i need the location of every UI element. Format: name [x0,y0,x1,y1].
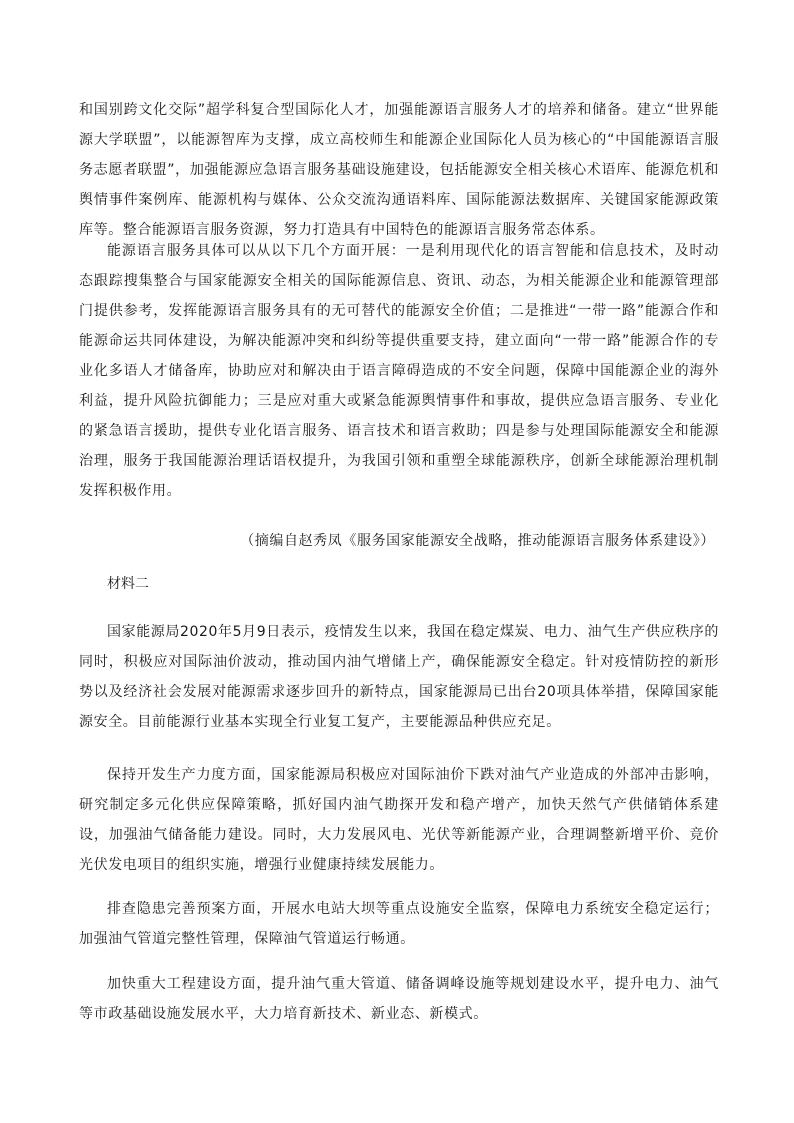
material-one-paragraph-1: 和国别跨文化交际”超学科复合型国际化人才，加强能源语言服务人才的培养和储备。建立“世界能源大学联盟”，以能源智库为支撑，成立高校师生和能源企业国际化人员为核心的“中国能源语言服务志愿者联盟”，加强能源应急语言服务基础设施建设，包括能源安全相关核心术语库、能源危机和舆情事件案例库、能源机构与媒体、公众交流沟通语料库、国际能源法数据库、关键国家能源政策库等。整合能源语言服务资源，努力打造具有中国特色的能源语言服务常态体系。 [79,102,719,238]
source-citation: （摘编自赵秀凤《服务国家能源安全战略，推动能源语言服务体系建设》） [240,533,715,549]
material-two-paragraph-4: 加快重大工程建设方面，提升油气重大管道、储备调峰设施等规划建设水平，提升电力、油气等市政基础设施发展水平，大力培育新技术、新业态、新模式。 [79,976,719,1022]
material-two-paragraph-1: 国家能源局2020年5月9日表示，疫情发生以来，我国在稳定煤炭、电力、油气生产供应秩序的同时，积极应对国际油价波动，推动国内油气增储上产，确保能源安全稳定。针对疫情防控的新形势以及经济社会发展对能源需求逐步回升的新特点，国家能源局已出台20项具体举措，保障国家能源安全。目前能源行业基本实现全行业复工复产，主要能源品种供应充足。 [79,624,719,730]
material-two-paragraph-2: 保持开发生产力度方面，国家能源局积极应对国际油价下跌对油气产业造成的外部冲击影响，研究制定多元化供应保障策略，抓好国内油气勘探开发和稳产增产，加快天然气产供储销体系建设，加强油气储备能力建设。同时，大力发展风电、光伏等新能源产业，合理调整新增平价、竞价光伏发电项目的组织实施，增强行业健康持续发展能力。 [79,767,719,873]
material-two-heading: 材料二 [107,576,149,592]
material-two-paragraph-3: 排查隐患完善预案方面，开展水电站大坝等重点设施安全监察，保障电力系统安全稳定运行；加强油气管道完整性管理，保障油气管道运行畅通。 [79,901,719,947]
material-one-paragraph-2: 能源语言服务具体可以从以下几个方面开展：一是利用现代化的语言智能和信息技术，及时动态跟踪搜集整合与国家能源安全相关的国际能源信息、资讯、动态，为相关能源企业和能源管理部门提供参考，发挥能源语言服务具有的无可替代的能源安全价值；二是推进“一带一路”能源合作和能源命运共同体建设，为解决能源冲突和纠纷等提供重要支持，建立面向“一带一路”能源合作的专业化多语人才储备库，协助应对和解决由于语言障碍造成的不安全问题，保障中国能源企业的海外利益，提升风险抗御能力；三是应对重大或紧急能源舆情事件和事故，提供应急语言服务、专业化的紧急语言援助，提供专业化语言服务、语言技术和语言救助；四是参与处理国际能源安全和能源治理，服务于我国能源治理话语权提升，为我国引领和重塑全球能源秩序，创新全球能源治理机制发挥积极作用。 [79,243,719,499]
